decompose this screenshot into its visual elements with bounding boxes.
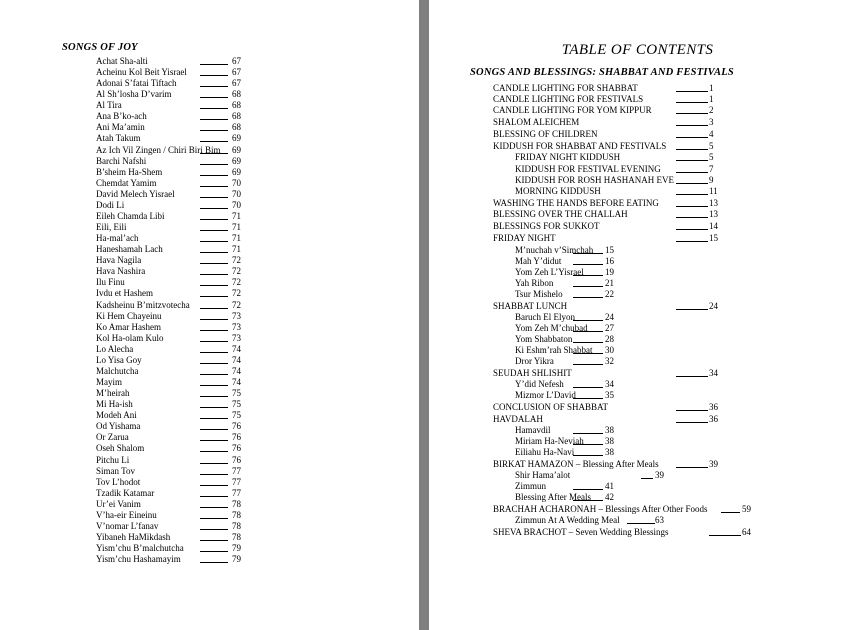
entry-title: Ani Ma’amin xyxy=(96,122,145,133)
entry-title: Az Ich Vil Zingen / Chiri Biri Bim xyxy=(96,144,221,155)
entry-title: Mizmor L’David xyxy=(515,390,576,400)
dot-leader xyxy=(200,274,228,275)
entry-title: Chemdat Yamim xyxy=(96,177,157,188)
dot-leader xyxy=(573,455,603,456)
dot-leader xyxy=(200,341,228,342)
page-number: 3 xyxy=(709,117,714,127)
dot-leader xyxy=(200,141,228,142)
page-number: 36 xyxy=(709,414,718,424)
entry-title: Y’did Nefesh xyxy=(515,379,564,389)
dot-leader xyxy=(200,175,228,176)
entry-title: Lo Alecha xyxy=(96,343,134,354)
page-number: 38 xyxy=(605,436,614,446)
page-number: 5 xyxy=(709,141,714,151)
dot-leader xyxy=(200,474,228,475)
entry-title: Oseh Shalom xyxy=(96,443,145,454)
page-number: 27 xyxy=(605,323,614,333)
dot-leader xyxy=(676,309,708,310)
page-number: 4 xyxy=(709,129,714,139)
entry-title: SHEVA BRACHOT – Seven Wedding Blessings xyxy=(493,527,669,537)
dot-leader xyxy=(200,463,228,464)
page-number: 72 xyxy=(232,277,241,288)
dot-leader xyxy=(200,263,228,264)
dot-leader xyxy=(200,396,228,397)
entry-title: M’heirah xyxy=(96,388,130,399)
page-number: 72 xyxy=(232,299,241,310)
dot-leader xyxy=(573,320,603,321)
entry-title: SEUDAH SHLISHIT xyxy=(493,368,572,378)
page-number: 39 xyxy=(655,470,664,480)
entry-title: Ana B’ko-ach xyxy=(96,111,147,122)
page-number: 67 xyxy=(232,67,241,78)
page-number: 41 xyxy=(605,481,614,491)
page-number: 71 xyxy=(232,244,241,255)
entry-title: Eiliahu Ha-Navi xyxy=(515,447,575,457)
entry-title: Dror Yikra xyxy=(515,356,554,366)
dot-leader xyxy=(573,387,603,388)
dot-leader xyxy=(200,562,228,563)
entry-title: Kadsheinu B’mitzvotecha xyxy=(96,299,190,310)
dot-leader xyxy=(573,264,603,265)
entry-title: Blessing After Meals xyxy=(515,492,591,502)
dot-leader xyxy=(200,496,228,497)
dot-leader xyxy=(200,108,228,109)
page-number: 34 xyxy=(605,379,614,389)
page-number: 69 xyxy=(232,155,241,166)
entry-title: Al Sh’losha D’varim xyxy=(96,89,172,100)
page-number: 11 xyxy=(709,186,718,196)
dot-leader xyxy=(573,331,603,332)
entry-title: Baruch El Elyon xyxy=(515,312,575,322)
entry-title: Yibaneh HaMikdash xyxy=(96,532,171,542)
page-number: 76 xyxy=(232,454,241,465)
page-number: 19 xyxy=(605,267,614,277)
entry-title: Mayim xyxy=(96,377,122,388)
entry-title: Dodi Li xyxy=(96,199,125,210)
page-number: 68 xyxy=(232,122,241,133)
section-heading: SONGS AND BLESSINGS: SHABBAT AND FESTIVALS xyxy=(470,67,734,78)
dot-leader xyxy=(200,385,228,386)
dot-leader xyxy=(200,97,228,98)
entry-title: Achat Sha-alti xyxy=(96,56,148,66)
page-number: 77 xyxy=(232,476,241,487)
dot-leader xyxy=(573,500,603,501)
dot-leader xyxy=(200,363,228,364)
page-number: 9 xyxy=(709,175,714,185)
page-number: 70 xyxy=(232,188,241,199)
page-number: 68 xyxy=(232,100,241,111)
entry-title: Tsur Mishelo xyxy=(515,289,563,299)
dot-leader xyxy=(676,160,708,161)
entry-title: Ha-mal’ach xyxy=(96,233,139,244)
page-number: 21 xyxy=(605,278,614,288)
page-number: 24 xyxy=(709,301,718,311)
page-number: 15 xyxy=(605,245,614,255)
dot-leader xyxy=(200,252,228,253)
page-number: 72 xyxy=(232,255,241,266)
page-number: 24 xyxy=(605,312,614,322)
entry-title: Eili, Eili xyxy=(96,222,127,233)
dot-leader xyxy=(676,149,708,150)
page-number: 42 xyxy=(605,492,614,502)
dot-leader xyxy=(200,197,228,198)
page-number: 38 xyxy=(605,425,614,435)
entry-title: Adonai S’fatai Tiftach xyxy=(96,78,177,89)
page-number: 1 xyxy=(709,83,714,93)
page-number: 78 xyxy=(232,520,241,531)
page-number: 73 xyxy=(232,321,241,332)
page-number: 36 xyxy=(709,402,718,412)
dot-leader xyxy=(200,75,228,76)
entry-title: BLESSING OVER THE CHALLAH xyxy=(493,209,628,219)
entry-title: BRACHAH ACHARONAH – Blessings After Other Foods xyxy=(493,504,708,514)
dot-leader xyxy=(200,308,228,309)
entry-title: Ko Amar Hashem xyxy=(96,321,161,332)
page-number: 77 xyxy=(232,465,241,476)
entry-title: Yom Zeh L’Yisrael xyxy=(515,267,584,277)
dot-leader xyxy=(200,285,228,286)
entry-title: Lo Yisa Goy xyxy=(96,354,142,365)
dot-leader xyxy=(676,206,708,207)
page-number: 7 xyxy=(709,164,714,174)
page-number: 16 xyxy=(605,256,614,266)
entry-title: Miriam Ha-Neviah xyxy=(515,436,584,446)
page-number: 69 xyxy=(232,133,241,144)
page-number: 2 xyxy=(709,105,714,115)
dot-leader xyxy=(200,86,228,87)
page-number: 75 xyxy=(232,388,241,399)
page-number: 67 xyxy=(232,56,241,66)
entry-title: Hava Nagila xyxy=(96,255,142,266)
dot-leader xyxy=(200,418,228,419)
dot-leader xyxy=(676,172,708,173)
dot-leader xyxy=(200,429,228,430)
entry-title: Yom Shabbaton xyxy=(515,334,573,344)
entry-title: KIDDUSH FOR ROSH HASHANAH EVE xyxy=(515,175,675,185)
dot-leader xyxy=(200,407,228,408)
entry-title: Yom Zeh M’chubad xyxy=(515,323,588,333)
entry-title: Yism’chu B’malchutcha xyxy=(96,543,184,554)
dot-leader xyxy=(200,451,228,452)
page-number: 73 xyxy=(232,332,241,343)
dot-leader xyxy=(200,241,228,242)
page-number: 67 xyxy=(232,78,241,89)
dot-leader xyxy=(676,467,708,468)
dot-leader xyxy=(573,444,603,445)
dot-leader xyxy=(200,330,228,331)
entry-title: CANDLE LIGHTING FOR FESTIVALS xyxy=(493,94,644,104)
entry-title: Or Zarua xyxy=(96,432,129,443)
dot-leader xyxy=(676,229,708,230)
dot-leader xyxy=(676,137,708,138)
entry-title: V’ha-eir Eineinu xyxy=(96,509,157,520)
dot-leader xyxy=(573,353,603,354)
page-number: 39 xyxy=(709,459,718,469)
page-number: 78 xyxy=(232,509,241,520)
entry-title: Ivdu et Hashem xyxy=(96,288,153,299)
entry-title: Yism’chu Hashamayim xyxy=(96,554,181,565)
dot-leader xyxy=(200,529,228,530)
entry-title: Zimmun xyxy=(515,481,546,491)
dot-leader xyxy=(676,241,708,242)
entry-title: BIRKAT HAMAZON – Blessing After Meals xyxy=(493,459,659,469)
entry-title: CANDLE LIGHTING FOR SHABBAT xyxy=(493,83,638,93)
dot-leader xyxy=(676,113,708,114)
entry-title: Mah Y’didut xyxy=(515,256,562,266)
entry-title: Od Yishama xyxy=(96,421,141,432)
dot-leader xyxy=(200,64,228,65)
entry-title: Kol Ha-olam Kulo xyxy=(96,332,164,343)
entry-title: KIDDUSH FOR SHABBAT AND FESTIVALS xyxy=(493,141,667,151)
page-number: 70 xyxy=(232,199,241,210)
songs-of-joy-heading: SONGS OF JOY xyxy=(62,42,138,53)
dot-leader xyxy=(573,433,603,434)
entry-title: B’sheim Ha-Shem xyxy=(96,166,163,177)
page-number: 74 xyxy=(232,343,241,354)
page-number: 1 xyxy=(709,94,714,104)
dot-leader xyxy=(676,422,708,423)
entry-title: Ki Eshm’rah Shabbat xyxy=(515,345,593,355)
right-page xyxy=(429,0,846,630)
page-number: 79 xyxy=(232,543,241,554)
dot-leader xyxy=(200,319,228,320)
dot-leader xyxy=(641,478,653,479)
page-number: 72 xyxy=(232,288,241,299)
dot-leader xyxy=(200,119,228,120)
page-number: 77 xyxy=(232,487,241,498)
page-number: 78 xyxy=(232,498,241,509)
page-number: 74 xyxy=(232,354,241,365)
dot-leader xyxy=(573,253,603,254)
page-number: 64 xyxy=(742,527,751,537)
entry-title: Mi Ha-ish xyxy=(96,399,133,410)
entry-title: Hamavdil xyxy=(515,425,551,435)
dot-leader xyxy=(573,364,603,365)
entry-title: Siman Tov xyxy=(96,465,135,476)
dot-leader xyxy=(573,489,603,490)
entry-title: Tov L’hodot xyxy=(96,476,141,487)
left-page xyxy=(0,0,419,630)
dot-leader xyxy=(200,440,228,441)
page-number: 59 xyxy=(742,504,751,514)
page-number: 76 xyxy=(232,421,241,432)
entry-title: Ilu Finu xyxy=(96,277,125,288)
page-number: 72 xyxy=(232,266,241,277)
toc-title: TABLE OF CONTENTS xyxy=(561,42,714,58)
page-number: 71 xyxy=(232,233,241,244)
entry-title: Malchutcha xyxy=(96,365,139,376)
dot-leader xyxy=(200,186,228,187)
dot-leader xyxy=(200,219,228,220)
dot-leader xyxy=(721,512,740,513)
entry-title: Tzadik Katamar xyxy=(96,487,155,498)
entry-title: BLESSINGS FOR SUKKOT xyxy=(493,221,600,231)
entry-title: SHABBAT LUNCH xyxy=(493,301,568,311)
entry-title: FRIDAY NIGHT KIDDUSH xyxy=(515,152,621,162)
entry-title: Haneshamah Lach xyxy=(96,244,163,255)
page-number: 75 xyxy=(232,410,241,421)
dot-leader xyxy=(200,374,228,375)
dot-leader xyxy=(200,130,228,131)
entry-title: MORNING KIDDUSH xyxy=(515,186,601,196)
entry-title: Eileh Chamda Libi xyxy=(96,210,165,221)
dot-leader xyxy=(200,518,228,519)
dot-leader xyxy=(200,208,228,209)
entry-title: SHALOM ALEICHEM xyxy=(493,117,580,127)
entry-title: Hava Nashira xyxy=(96,266,146,277)
page-number: 13 xyxy=(709,209,718,219)
entry-title: Pitchu Li xyxy=(96,454,130,465)
dot-leader xyxy=(627,523,655,524)
dot-leader xyxy=(709,535,741,536)
dot-leader xyxy=(676,183,708,184)
entry-title: CONCLUSION OF SHABBAT xyxy=(493,402,609,412)
dot-leader xyxy=(200,153,228,154)
page-number: 71 xyxy=(232,210,241,221)
page-number: 28 xyxy=(605,334,614,344)
dot-leader xyxy=(676,376,708,377)
page-number: 76 xyxy=(232,443,241,454)
entry-title: Yah Ribon xyxy=(515,278,554,288)
dot-leader xyxy=(200,507,228,508)
entry-title: Zimmun At A Wedding Meal xyxy=(515,515,620,525)
dot-leader xyxy=(573,398,603,399)
entry-title: KIDDUSH FOR FESTIVAL EVENING xyxy=(515,164,661,174)
entry-title: Al Tira xyxy=(96,100,122,111)
dot-leader xyxy=(200,352,228,353)
entry-title: WASHING THE HANDS BEFORE EATING xyxy=(493,198,659,208)
page-number: 14 xyxy=(709,221,718,231)
page-number: 15 xyxy=(709,233,718,243)
page-number: 5 xyxy=(709,152,714,162)
page-number: 74 xyxy=(232,365,241,376)
entry-title: M’nuchah v’Simchah xyxy=(515,245,594,255)
page-number: 76 xyxy=(232,432,241,443)
page-number: 69 xyxy=(232,166,241,177)
page-number: 30 xyxy=(605,345,614,355)
entry-title: Ur’ei Vanim xyxy=(96,498,141,509)
dot-leader xyxy=(676,194,708,195)
entry-title: CANDLE LIGHTING FOR YOM KIPPUR xyxy=(493,105,652,115)
page-number: 78 xyxy=(232,532,241,542)
dot-leader xyxy=(676,91,708,92)
entry-title: David Melech Yisrael xyxy=(96,188,175,199)
dot-leader xyxy=(200,485,228,486)
page-number: 63 xyxy=(655,515,664,525)
dot-leader xyxy=(200,540,228,541)
entry-title: Shir Hama’alot xyxy=(515,470,571,480)
dot-leader xyxy=(676,410,708,411)
page-number: 69 xyxy=(232,144,241,155)
page-number: 73 xyxy=(232,310,241,321)
page-number: 13 xyxy=(709,198,718,208)
dot-leader xyxy=(573,297,603,298)
dot-leader xyxy=(676,217,708,218)
page-number: 34 xyxy=(709,368,718,378)
page-number: 68 xyxy=(232,111,241,122)
entry-title: HAVDALAH xyxy=(493,414,543,424)
page-number: 75 xyxy=(232,399,241,410)
dot-leader xyxy=(200,551,228,552)
page-number: 68 xyxy=(232,89,241,100)
entry-title: BLESSING OF CHILDREN xyxy=(493,129,598,139)
page-number: 71 xyxy=(232,222,241,233)
entry-title: Modeh Ani xyxy=(96,410,137,421)
dot-leader xyxy=(676,125,708,126)
dot-leader xyxy=(200,164,228,165)
dot-leader xyxy=(573,275,603,276)
entry-title: Barchi Nafshi xyxy=(96,155,147,166)
dot-leader xyxy=(200,230,228,231)
page-number: 74 xyxy=(232,377,241,388)
page-number: 22 xyxy=(605,289,614,299)
entry-title: Ki Hem Chayeinu xyxy=(96,310,162,321)
page-number: 38 xyxy=(605,447,614,457)
entry-title: Atah Takum xyxy=(96,133,141,144)
dot-leader xyxy=(573,342,603,343)
page-number: 35 xyxy=(605,390,614,400)
page-number: 70 xyxy=(232,177,241,188)
dot-leader xyxy=(676,102,708,103)
entry-title: FRIDAY NIGHT xyxy=(493,233,556,243)
entry-title: V’nomar L’fanav xyxy=(96,520,159,531)
page-number: 32 xyxy=(605,356,614,366)
dot-leader xyxy=(573,286,603,287)
page-number: 79 xyxy=(232,554,241,565)
dot-leader xyxy=(200,296,228,297)
entry-title: Acheinu Kol Beit Yisrael xyxy=(96,67,187,78)
